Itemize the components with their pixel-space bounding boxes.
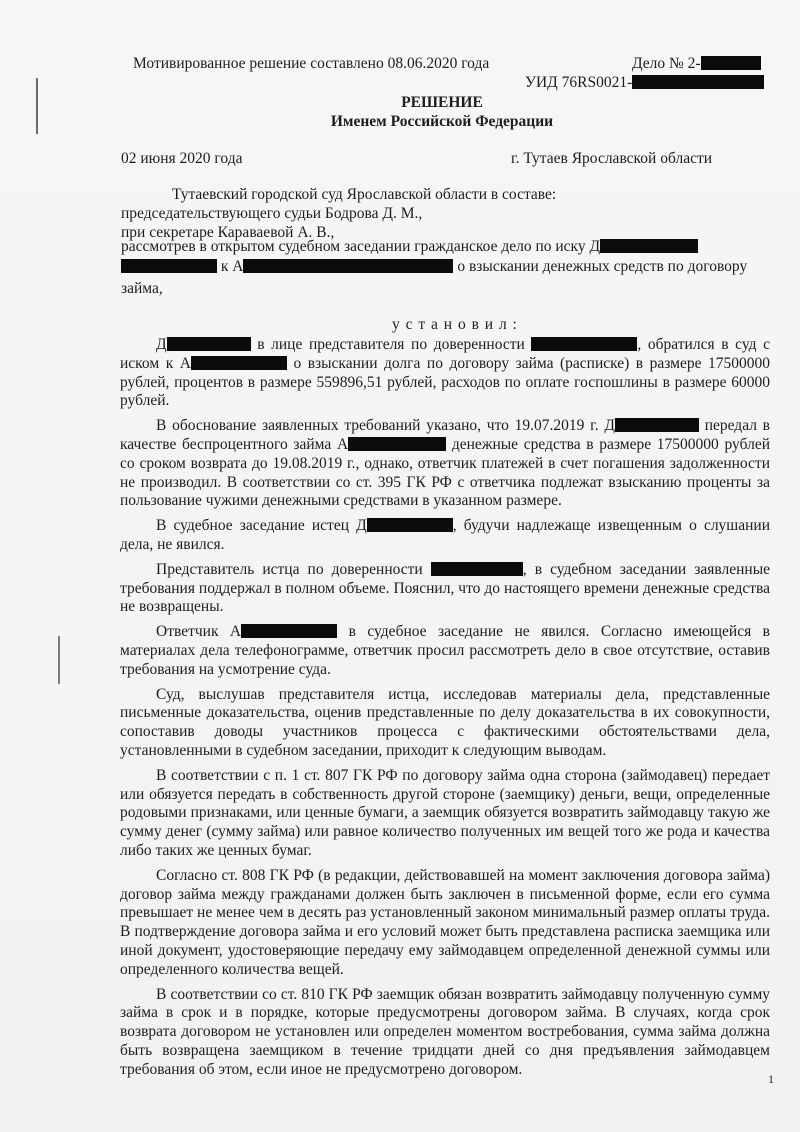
redaction (615, 418, 699, 432)
paragraph-text: Ответчик А (156, 623, 242, 641)
paragraph-text: В обоснование заявленных требований указано, что 19.07.2019 г. Д (156, 417, 615, 435)
redaction (531, 337, 637, 351)
paragraph-text: Д (156, 336, 167, 353)
motivated-decision-date: Мотивированное решение составлено 08.06.2020 года (133, 55, 490, 72)
secretary: при секретаре Караваевой А. В., (121, 224, 335, 241)
paragraph-article-807: В соответствии с п. 1 ст. 807 ГК РФ по договору займа одна сторона (займодавец) передает или обязуется передать в собственность другой стороне (заемщику) деньги, вещи, определенные родовыми признаками, или ценные бумаги, а заемщик обязуется возвратить займодавцу такую же сумму денег (сумму займа) или равное количество полученных им вещей того же рода и качества либо таких же ценных бумаг. (120, 766, 770, 859)
uid-number (525, 74, 764, 92)
paragraph-text: в судебное заседание не явился. Согласно имеющейся в материалах дела телефонограмме, ответчик просил рассмотреть дело в свое отсутствие, оставив требования на усмотрение суда. (120, 623, 770, 678)
case-description-line2 (121, 258, 747, 276)
paragraph-representative (120, 561, 770, 617)
redaction (600, 239, 698, 253)
paragraph-text: , обратился в суд с иском к А (120, 336, 770, 372)
redaction (241, 624, 337, 638)
redaction (191, 356, 287, 370)
redaction (367, 518, 453, 532)
case-number-label: Дело № 2- (632, 55, 701, 72)
case-number (632, 55, 761, 73)
paragraph-text: В судебное заседание истец Д (156, 517, 367, 535)
case-description-text: рассмотрев в открытом судебном заседании гражданское дело по иску Д (121, 238, 601, 255)
paragraph-defendant (120, 623, 770, 679)
decision-body (120, 336, 770, 1085)
paragraph-text: о взыскании долга по договору займа (расписке) в размере 17500000 рублей, процентов в размере 559896,51 рублей, расходов по оплате госпошлины в размере 60000 рублей. (120, 354, 770, 410)
paragraph-text: Представитель истца по доверенности (156, 560, 423, 578)
paragraph-claim (120, 336, 770, 411)
scan-mark-left-2 (58, 636, 60, 684)
redaction (121, 259, 217, 273)
redaction (167, 337, 251, 351)
paragraph-text: , будучи надлежаще извещенным о слушании дела, не явился. (120, 517, 771, 553)
decision-title: РЕШЕНИЕ (401, 94, 483, 111)
paragraph-article-810: В соответствии со ст. 810 ГК РФ заемщик обязан возвратить займодавцу полученную сумму займа в срок и в порядке, которые предусмотрены договором займа. В случаях, когда срок возврата договором не установлен или определен моментом востребования, сумма займа должна быть возвращена заемщиком в течение тридцати дней со дня предъявления займодавцем требования об этом, если иное не предусмотрено договором. (120, 985, 770, 1078)
case-description-text: к А (220, 258, 244, 275)
paragraph-text: передал в качестве беспроцентного займа А (120, 417, 771, 453)
case-description-line1 (121, 238, 698, 256)
established-heading: у с т а н о в и л : (392, 316, 518, 333)
paragraph-court-assessment: Суд, выслушав представителя истца, исследовав материалы дела, представленные письменные доказательства, оценив представленные по делу доказательства в их совокупности, сопоставив доводы участников процесса с фактическими обстоятельствами дела, установленными в судебном заседании, приходит к следующим выводам. (120, 685, 770, 759)
paragraph-text: денежные средства в размере 17500000 рублей со сроком возврата до 19.08.2019 г., однако, ответчик платежей в счет погашения задолженности не производил. В соответствии со ст. 395 ГК РФ с ответчика подлежат взысканию проценты за пользование чужими денежными средствами в указанном размере. (120, 435, 770, 510)
uid-label: УИД 76RS0021- (525, 74, 633, 91)
redaction (243, 259, 453, 273)
redaction (431, 562, 523, 576)
page-number: 1 (768, 1072, 774, 1086)
decision-subtitle: Именем Российской Федерации (330, 113, 554, 130)
presiding-judge: председательствующего судьи Бодрова Д. М., (121, 205, 423, 222)
case-description-text: о взыскании денежных средств по договору (457, 258, 748, 275)
paragraph-article-808: Согласно ст. 808 ГК РФ (в редакции, действовавшей на момент заключения договора займа) договор займа между гражданами должен быть заключен в письменной форме, если его сумма превышает не менее чем в десять раз установленный законом минимальный размер оплаты труда. В подтверждение договора займа и его условий может быть представлена расписка заемщика или иной документ, удостоверяющие передачу ему займодавцем определенной денежной суммы или определенного количества вещей. (120, 866, 770, 978)
paragraph-plaintiff-absence (120, 517, 770, 555)
court-composition: Тутаевский городской суд Ярославской области в составе: (172, 186, 557, 203)
paragraph-grounds (120, 417, 770, 511)
case-description-line3: займа, (121, 280, 163, 297)
paragraph-text: в лице представителя по доверенности (257, 336, 525, 353)
scan-mark-left (36, 78, 38, 134)
decision-place: г. Тутаев Ярославской области (511, 150, 713, 167)
paragraph-text: , в судебном заседании заявленные требования поддержал в полном объеме. Пояснил, что до настоящего времени денежные средства не возвращены. (120, 560, 771, 616)
decision-date: 02 июня 2020 года (121, 150, 243, 167)
redaction (632, 75, 764, 89)
redaction (701, 56, 761, 70)
redaction (348, 437, 446, 451)
